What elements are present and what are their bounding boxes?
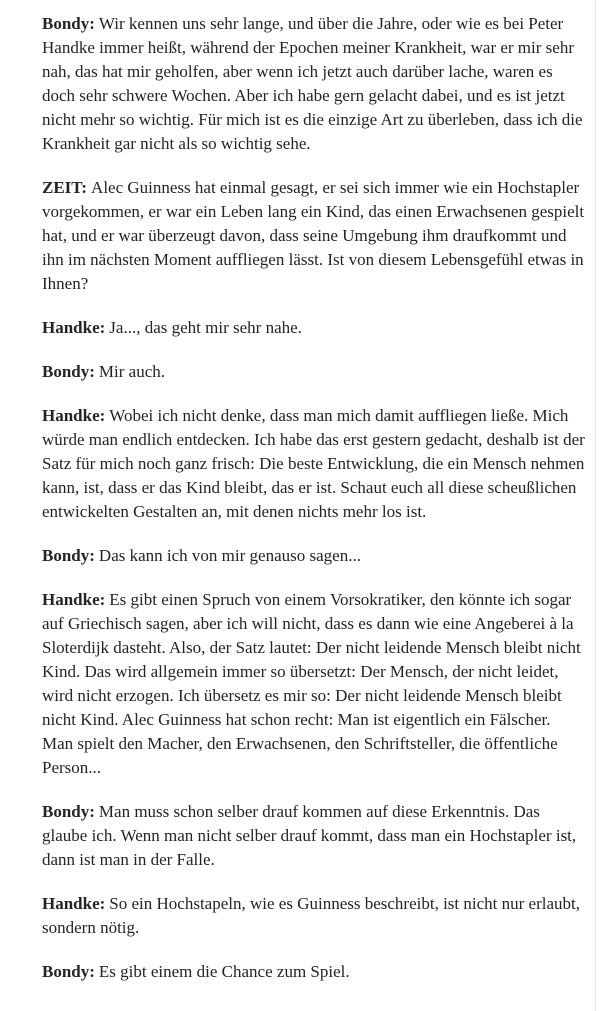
dialogue-paragraph bbox=[42, 404, 585, 524]
paragraph-text: So ein Hochstapeln, wie es Guinness beschreibt, ist nicht nur erlaubt, sondern nötig. bbox=[42, 894, 581, 937]
speaker-label: Handke: bbox=[42, 590, 106, 609]
speaker-label: Bondy: bbox=[42, 14, 95, 33]
paragraph-text: Das kann ich von mir genauso sagen... bbox=[98, 546, 361, 565]
speaker-label: Bondy: bbox=[42, 362, 95, 381]
paragraph-text: Wir kennen uns sehr lange, und über die Jahre, oder wie es bei Peter Handke immer heißt, während der Epochen meiner Krankheit, war er mir sehr nah, das hat mir geholfen, aber wenn ich jetzt auch darüber lache, waren es doch sehr schwere Wochen. Aber ich habe gern gelacht dabei, und es ist jetzt nicht mehr so wichtig. Für mich ist es die einzige Art zu überleben, dass ich die Krankheit gar nicht als so wichtig sehe. bbox=[42, 14, 583, 153]
dialogue-paragraph bbox=[42, 800, 585, 872]
speaker-label: Handke: bbox=[42, 894, 106, 913]
paragraph-text: Es gibt einem die Chance zum Spiel. bbox=[98, 962, 350, 981]
speaker-label: Bondy: bbox=[42, 962, 95, 981]
paragraph-text: Wobei ich nicht denke, dass man mich damit auffliegen ließe. Mich würde man endlich entdecken. Ich habe das erst gestern gedacht, deshalb ist der Satz für mich noch ganz frisch: Die beste Entwicklung, die ein Mensch nehmen kann, ist, dass er das Kind bleibt, das er ist. Schaut euch all diese scheußlichen entwickelten Gestalten an, mit denen nichts mehr los ist. bbox=[42, 406, 585, 521]
speaker-label: Handke: bbox=[42, 406, 106, 425]
dialogue-paragraph bbox=[42, 360, 585, 384]
dialogue-paragraph bbox=[42, 176, 585, 296]
paragraph-text: Man muss schon selber drauf kommen auf diese Erkenntnis. Das glaube ich. Wenn man nicht selber drauf kommt, dass man ein Hochstapler ist, dann ist man in der Falle. bbox=[42, 802, 577, 869]
dialogue-paragraph bbox=[42, 316, 585, 340]
dialogue-paragraph bbox=[42, 544, 585, 568]
speaker-label: Handke: bbox=[42, 318, 106, 337]
speaker-label: Bondy: bbox=[42, 546, 95, 565]
dialogue-paragraph bbox=[42, 588, 585, 780]
dialogue-paragraph bbox=[42, 892, 585, 940]
paragraph-text: Mir auch. bbox=[98, 362, 166, 381]
dialogue-paragraph bbox=[42, 12, 585, 156]
speaker-label: Bondy: bbox=[42, 802, 95, 821]
paragraph-text: Ja..., das geht mir sehr nahe. bbox=[109, 318, 302, 337]
paragraph-text: Es gibt einen Spruch von einem Vorsokratiker, den könnte ich sogar auf Griechisch sagen, aber ich will nicht, dass es dann wie eine Angeberei à la Sloterdijk dasteht. Also, der Satz lautet: Der nicht leidende Mensch bleibt nicht Kind. Das wird allgemein immer so übersetzt: Der Mensch, der nicht leidet, wird nicht erzogen. Ich übersetz es mir so: Der nicht leidende Mensch bleibt nicht Kind. Alec Guinness hat schon recht: Man ist eigentlich ein Fälscher. Man spielt den Macher, den Erwachsenen, den Schriftsteller, die öffentliche Person... bbox=[42, 590, 581, 777]
paragraph-text: Alec Guinness hat einmal gesagt, er sei sich immer wie ein Hochstapler vorgekommen, er war ein Leben lang ein Kind, das einen Erwachsenen gespielt hat, und er war überzeugt davon, dass seine Umgebung ihm draufkommt und ihn im nächsten Moment auffliegen lässt. Ist von diesem Lebensgefühl etwas in Ihnen? bbox=[42, 178, 585, 293]
speaker-label: ZEIT: bbox=[42, 178, 88, 197]
dialogue-paragraph bbox=[42, 960, 585, 984]
